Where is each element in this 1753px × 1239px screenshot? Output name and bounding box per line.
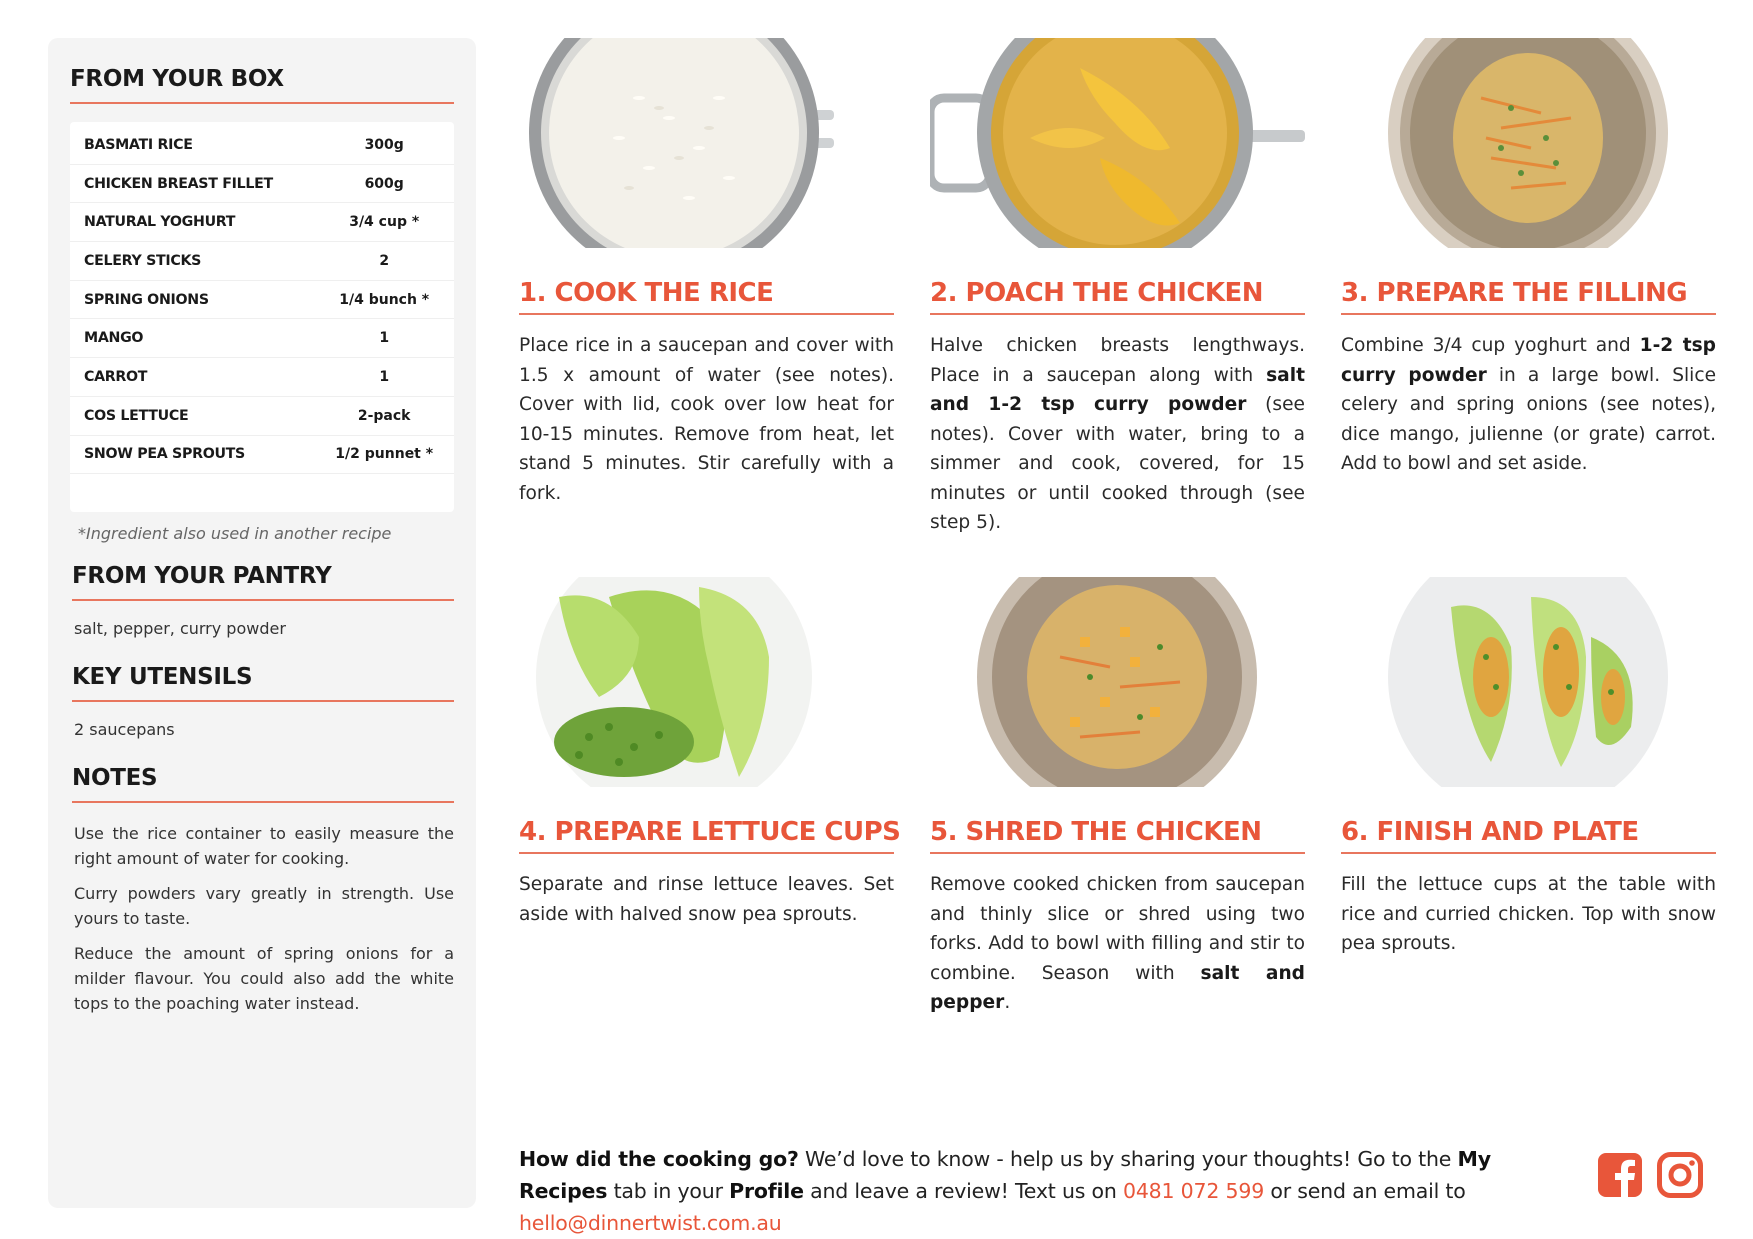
feedback-message bbox=[519, 1143, 1569, 1239]
step-title: 5. SHRED THE CHICKEN bbox=[930, 817, 1305, 854]
step-photo bbox=[1341, 38, 1716, 248]
ingredient-name: BASMATI RICE bbox=[84, 136, 193, 153]
step-title: 3. PREPARE THE FILLING bbox=[1341, 278, 1716, 315]
notes-heading: NOTES bbox=[72, 765, 454, 803]
ingredient-qty: 1/4 bunch * bbox=[339, 291, 430, 308]
note-item: Reduce the amount of spring onions for a milder flavour. You could also add the white tops to the poaching water instead. bbox=[74, 944, 454, 1014]
footer-profile: Profile bbox=[729, 1179, 804, 1203]
step-text: Remove cooked chicken from saucepan and thinly slice or shred using two forks. Add to bowl with filling and stir to combine. Season with bbox=[930, 874, 1305, 984]
ingredient-row bbox=[70, 126, 454, 165]
step-text: Fill the lettuce cups at the table with rice and curried chicken. Top with snow pea sprouts. bbox=[1341, 874, 1716, 954]
ingredient-footnote: *Ingredient also used in another recipe bbox=[78, 524, 392, 544]
step-text: Separate and rinse lettuce leaves. Set aside with halved snow pea sprouts. bbox=[519, 874, 894, 925]
footer-text-1: We’d love to know - help us by sharing your thoughts! Go to the bbox=[798, 1147, 1458, 1171]
ingredient-name: NATURAL YOGHURT bbox=[84, 214, 236, 231]
ingredient-qty: 3/4 cup * bbox=[349, 214, 420, 231]
footer-my-recipes: My Recipes bbox=[519, 1147, 1491, 1203]
step-text: in a large bowl. Slice celery and spring onions (see notes), dice mango, julienne (or grate) carrot. Add to bowl and set aside. bbox=[1341, 364, 1717, 474]
step-instructions bbox=[930, 870, 1305, 1018]
ingredient-row bbox=[70, 242, 454, 281]
ingredient-qty: 1 bbox=[379, 330, 390, 347]
ingredient-name: SPRING ONIONS bbox=[84, 291, 209, 308]
note-item: Curry powders vary greatly in strength. Use yours to taste. bbox=[74, 884, 454, 929]
step-instructions bbox=[930, 331, 1305, 538]
step-emphasis: salt and 1-2 tsp curry powder bbox=[930, 364, 1305, 415]
footer-question: How did the cooking go? bbox=[519, 1147, 799, 1171]
ingredient-row bbox=[70, 436, 454, 475]
step-photo bbox=[519, 577, 894, 787]
step-instructions bbox=[519, 331, 894, 508]
step-text: Combine 3/4 cup yoghurt and bbox=[1341, 335, 1640, 356]
ingredient-row bbox=[70, 358, 454, 397]
utensils-text: 2 saucepans bbox=[74, 720, 175, 740]
ingredient-qty: 1/2 punnet * bbox=[335, 446, 434, 463]
recipe-step bbox=[1341, 38, 1716, 479]
ingredient-qty: 600g bbox=[364, 175, 404, 192]
ingredient-qty: 2 bbox=[379, 252, 390, 269]
step-title: 6. FINISH AND PLATE bbox=[1341, 817, 1716, 854]
recipe-step bbox=[519, 577, 901, 929]
step-photo bbox=[1341, 577, 1716, 787]
step-photo bbox=[930, 38, 1305, 248]
footer-text-4: or send an email to bbox=[1264, 1179, 1466, 1203]
utensils-heading: KEY UTENSILS bbox=[72, 664, 454, 702]
ingredient-name: CHICKEN BREAST FILLET bbox=[84, 175, 273, 192]
pantry-heading: FROM YOUR PANTRY bbox=[72, 563, 454, 601]
step-photo bbox=[519, 38, 894, 248]
ingredient-row bbox=[70, 319, 454, 358]
step-title: 2. POACH THE CHICKEN bbox=[930, 278, 1305, 315]
recipe-step bbox=[1341, 577, 1716, 959]
ingredient-name: MANGO bbox=[84, 330, 144, 347]
ingredient-name: SNOW PEA SPROUTS bbox=[84, 446, 245, 463]
ingredient-row bbox=[70, 397, 454, 436]
pantry-text: salt, pepper, curry powder bbox=[74, 619, 286, 639]
ingredients-table bbox=[70, 122, 454, 512]
step-emphasis: 1-2 tsp curry powder bbox=[1341, 335, 1716, 386]
email-link[interactable]: hello@dinnertwist.com.au bbox=[519, 1211, 782, 1235]
ingredient-qty: 300g bbox=[364, 136, 404, 153]
step-title: 4. PREPARE LETTUCE CUPS bbox=[519, 817, 894, 854]
step-text: Place rice in a saucepan and cover with 1.5 x amount of water (see notes). Cover with lid, cook over low heat for 10-15 minutes. Remove from heat, let stand 5 minutes. Stir carefully with a fork. bbox=[519, 335, 894, 504]
step-instructions bbox=[1341, 870, 1716, 959]
step-text: . bbox=[1004, 992, 1011, 1013]
step-instructions bbox=[1341, 331, 1716, 479]
ingredient-name: CELERY STICKS bbox=[84, 252, 202, 269]
step-title: 1. COOK THE RICE bbox=[519, 278, 894, 315]
recipe-step bbox=[930, 577, 1305, 1018]
ingredient-name: COS LETTUCE bbox=[84, 407, 189, 424]
instagram-icon[interactable] bbox=[1657, 1152, 1703, 1198]
notes-list bbox=[72, 821, 454, 1016]
step-photo bbox=[930, 577, 1305, 787]
phone-link[interactable]: 0481 072 599 bbox=[1123, 1179, 1265, 1203]
step-instructions bbox=[519, 870, 894, 929]
ingredients-sidebar bbox=[48, 38, 476, 1208]
ingredient-row bbox=[70, 281, 454, 320]
ingredient-name: CARROT bbox=[84, 368, 148, 385]
ingredient-qty: 2-pack bbox=[357, 407, 411, 424]
step-emphasis: salt and pepper bbox=[930, 962, 1305, 1013]
facebook-icon[interactable] bbox=[1597, 1152, 1643, 1198]
step-text: Halve chicken breasts lengthways. Place in a saucepan along with bbox=[930, 335, 1305, 386]
footer-text-2: tab in your bbox=[607, 1179, 730, 1203]
note-item: Use the rice container to easily measure the right amount of water for cooking. bbox=[74, 824, 454, 869]
recipe-step bbox=[519, 38, 894, 508]
ingredient-row bbox=[70, 165, 454, 204]
footer-text-3: and leave a review! Text us on bbox=[803, 1179, 1123, 1203]
ingredient-row bbox=[70, 203, 454, 242]
from-your-box-heading: FROM YOUR BOX bbox=[70, 66, 454, 104]
recipe-step bbox=[930, 38, 1305, 538]
step-text: (see notes). Cover with water, bring to a simmer and cook, covered, for 15 minutes or until cooked through (see step 5). bbox=[930, 394, 1305, 533]
ingredient-qty: 1 bbox=[379, 368, 390, 385]
